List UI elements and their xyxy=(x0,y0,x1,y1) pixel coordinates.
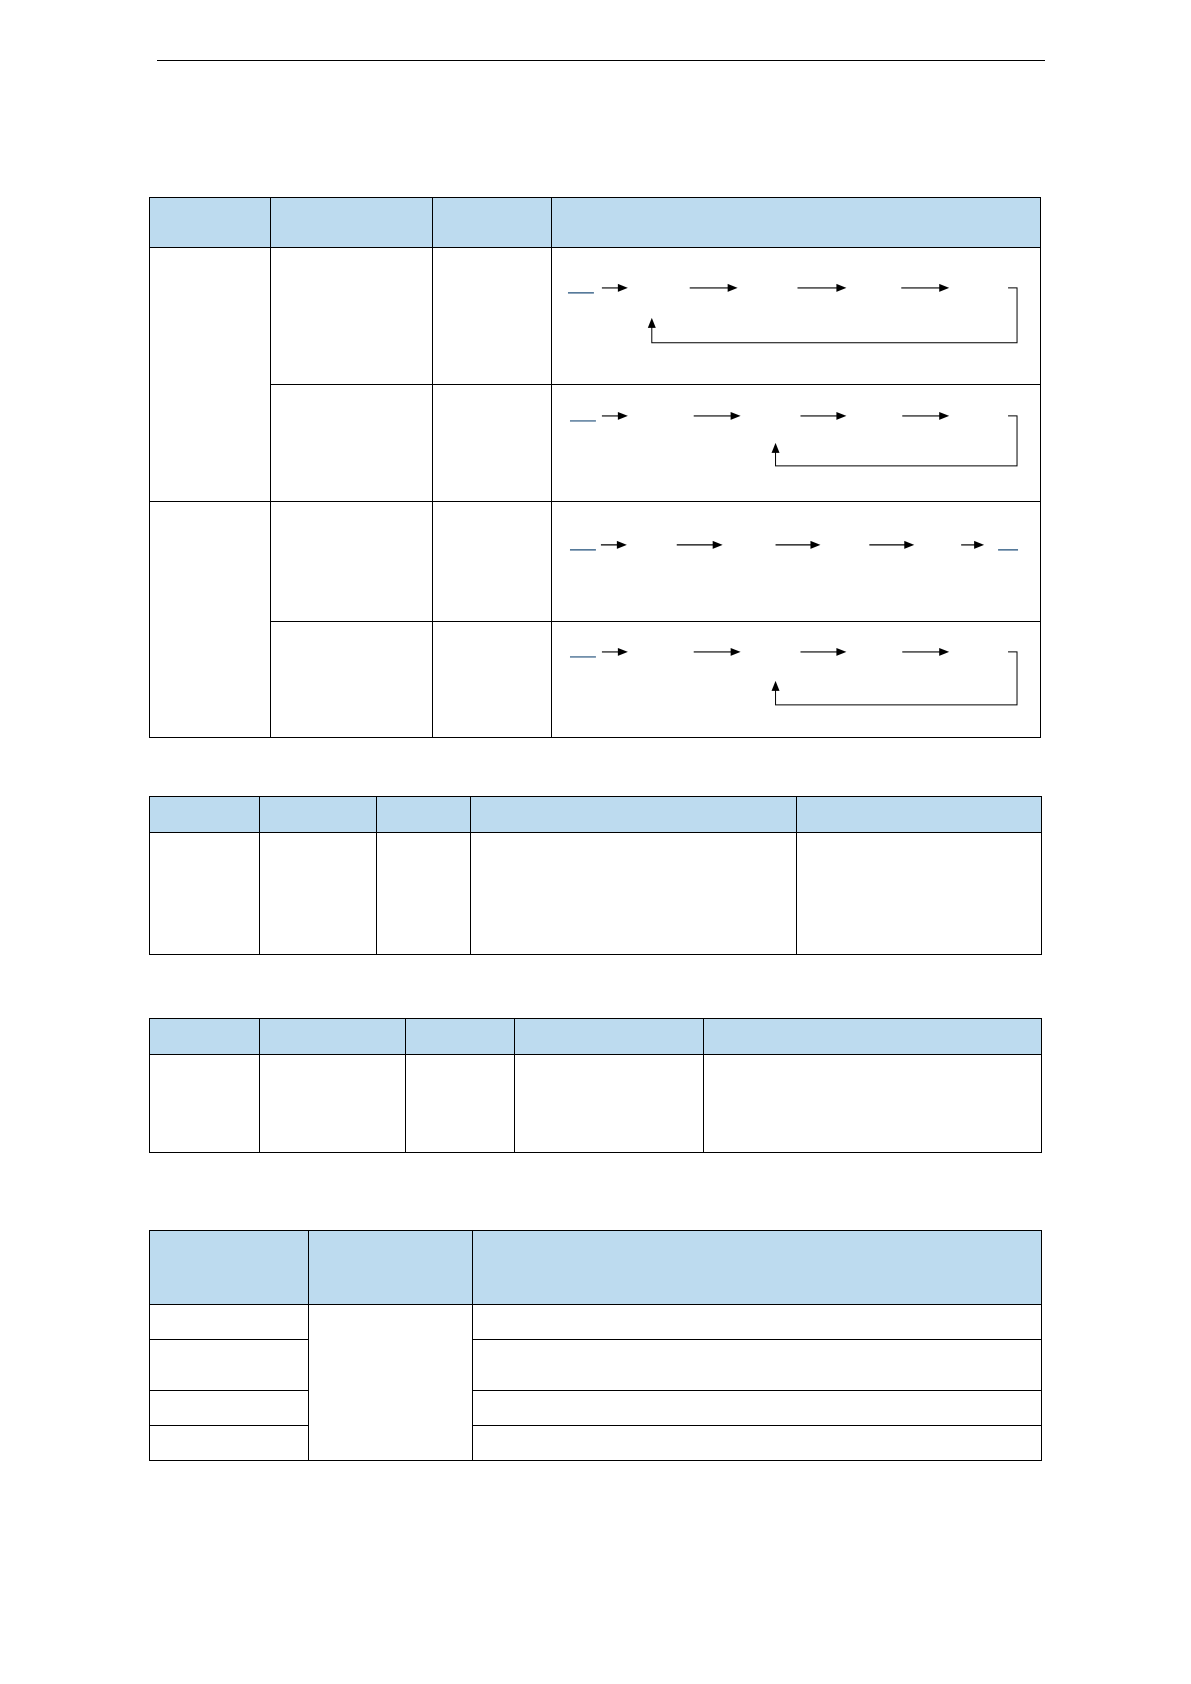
table-cell xyxy=(271,248,433,385)
table-row xyxy=(150,502,1041,622)
table-cell xyxy=(260,833,377,955)
header-cell xyxy=(406,1019,515,1055)
group-cell xyxy=(150,502,271,738)
table-row xyxy=(150,1340,1042,1391)
flow-diagram xyxy=(552,622,1040,737)
flow-diagram-cell xyxy=(552,622,1041,738)
table-cell xyxy=(471,833,797,955)
table-cell xyxy=(271,384,433,502)
table-row xyxy=(150,1055,1042,1153)
arrow-head xyxy=(904,541,914,549)
arrow-head xyxy=(728,284,738,292)
table-cell xyxy=(704,1055,1042,1153)
table-cell xyxy=(473,1391,1042,1426)
header-cell xyxy=(260,1019,406,1055)
group-cell xyxy=(150,248,271,502)
arrow-head xyxy=(618,284,628,292)
arrow-head xyxy=(731,412,741,420)
table-cell xyxy=(473,1305,1042,1340)
flow-diagram xyxy=(552,248,1040,384)
header-rule xyxy=(157,60,1045,61)
table-cell xyxy=(150,1055,260,1153)
header-cell xyxy=(150,1231,309,1305)
arrow-head xyxy=(772,443,780,453)
flow-diagram-cell xyxy=(552,502,1041,622)
header-cell xyxy=(260,797,377,833)
table-cell xyxy=(406,1055,515,1153)
header-cell xyxy=(704,1019,1042,1055)
table-header-row xyxy=(150,1019,1042,1055)
table-row xyxy=(150,248,1041,385)
arrow-head xyxy=(618,648,628,656)
table-row xyxy=(150,1426,1042,1461)
arrow-head xyxy=(810,541,820,549)
table-header-row xyxy=(150,797,1042,833)
return-loop xyxy=(776,652,1017,705)
header-cell xyxy=(377,797,471,833)
header-cell xyxy=(309,1231,473,1305)
arrow-head xyxy=(836,648,846,656)
table-cell xyxy=(433,502,552,622)
parameter-table-3 xyxy=(149,1018,1042,1153)
table-cell xyxy=(473,1340,1042,1391)
parameter-table-4 xyxy=(149,1230,1042,1461)
header-cell xyxy=(797,797,1042,833)
table-cell xyxy=(260,1055,406,1153)
arrow-head xyxy=(617,541,627,549)
arrow-head xyxy=(713,541,723,549)
arrow-head xyxy=(939,412,949,420)
arrow-head xyxy=(731,648,741,656)
table-cell xyxy=(271,502,433,622)
header-cell xyxy=(150,1019,260,1055)
table-cell xyxy=(433,622,552,738)
table-row xyxy=(150,384,1041,502)
flow-diagram xyxy=(552,385,1040,502)
header-cell xyxy=(271,198,433,248)
arrow-head xyxy=(836,412,846,420)
table-cell xyxy=(150,1426,309,1461)
header-cell xyxy=(471,797,797,833)
table-row xyxy=(150,833,1042,955)
table-cell xyxy=(797,833,1042,955)
flow-diagram xyxy=(552,502,1040,621)
table-row xyxy=(150,622,1041,738)
arrow-head xyxy=(939,284,949,292)
table-cell xyxy=(433,384,552,502)
arrow-head xyxy=(772,681,780,691)
merged-cell xyxy=(309,1305,473,1461)
table-cell xyxy=(150,1391,309,1426)
table-cell xyxy=(473,1426,1042,1461)
table-header-row xyxy=(150,198,1041,248)
table-header-row xyxy=(150,1231,1042,1305)
flow-diagram-cell xyxy=(552,384,1041,502)
arrow-head xyxy=(974,541,984,549)
table-cell xyxy=(150,1305,309,1340)
table-cell xyxy=(150,833,260,955)
return-loop xyxy=(776,416,1017,466)
header-cell xyxy=(150,198,271,248)
table-row xyxy=(150,1305,1042,1340)
table-cell xyxy=(433,248,552,385)
return-loop xyxy=(652,288,1017,343)
parameter-table-2 xyxy=(149,796,1042,955)
header-cell xyxy=(150,797,260,833)
header-cell xyxy=(473,1231,1042,1305)
table-cell xyxy=(271,622,433,738)
table-cell xyxy=(515,1055,704,1153)
table-cell xyxy=(150,1340,309,1391)
header-cell xyxy=(515,1019,704,1055)
arrow-head xyxy=(939,648,949,656)
table-cell xyxy=(377,833,471,955)
arrow-head xyxy=(648,318,656,328)
state-transition-table xyxy=(149,197,1041,738)
flow-diagram-cell xyxy=(552,248,1041,385)
table-row xyxy=(150,1391,1042,1426)
arrow-head xyxy=(618,412,628,420)
arrow-head xyxy=(836,284,846,292)
header-cell xyxy=(552,198,1041,248)
header-cell xyxy=(433,198,552,248)
